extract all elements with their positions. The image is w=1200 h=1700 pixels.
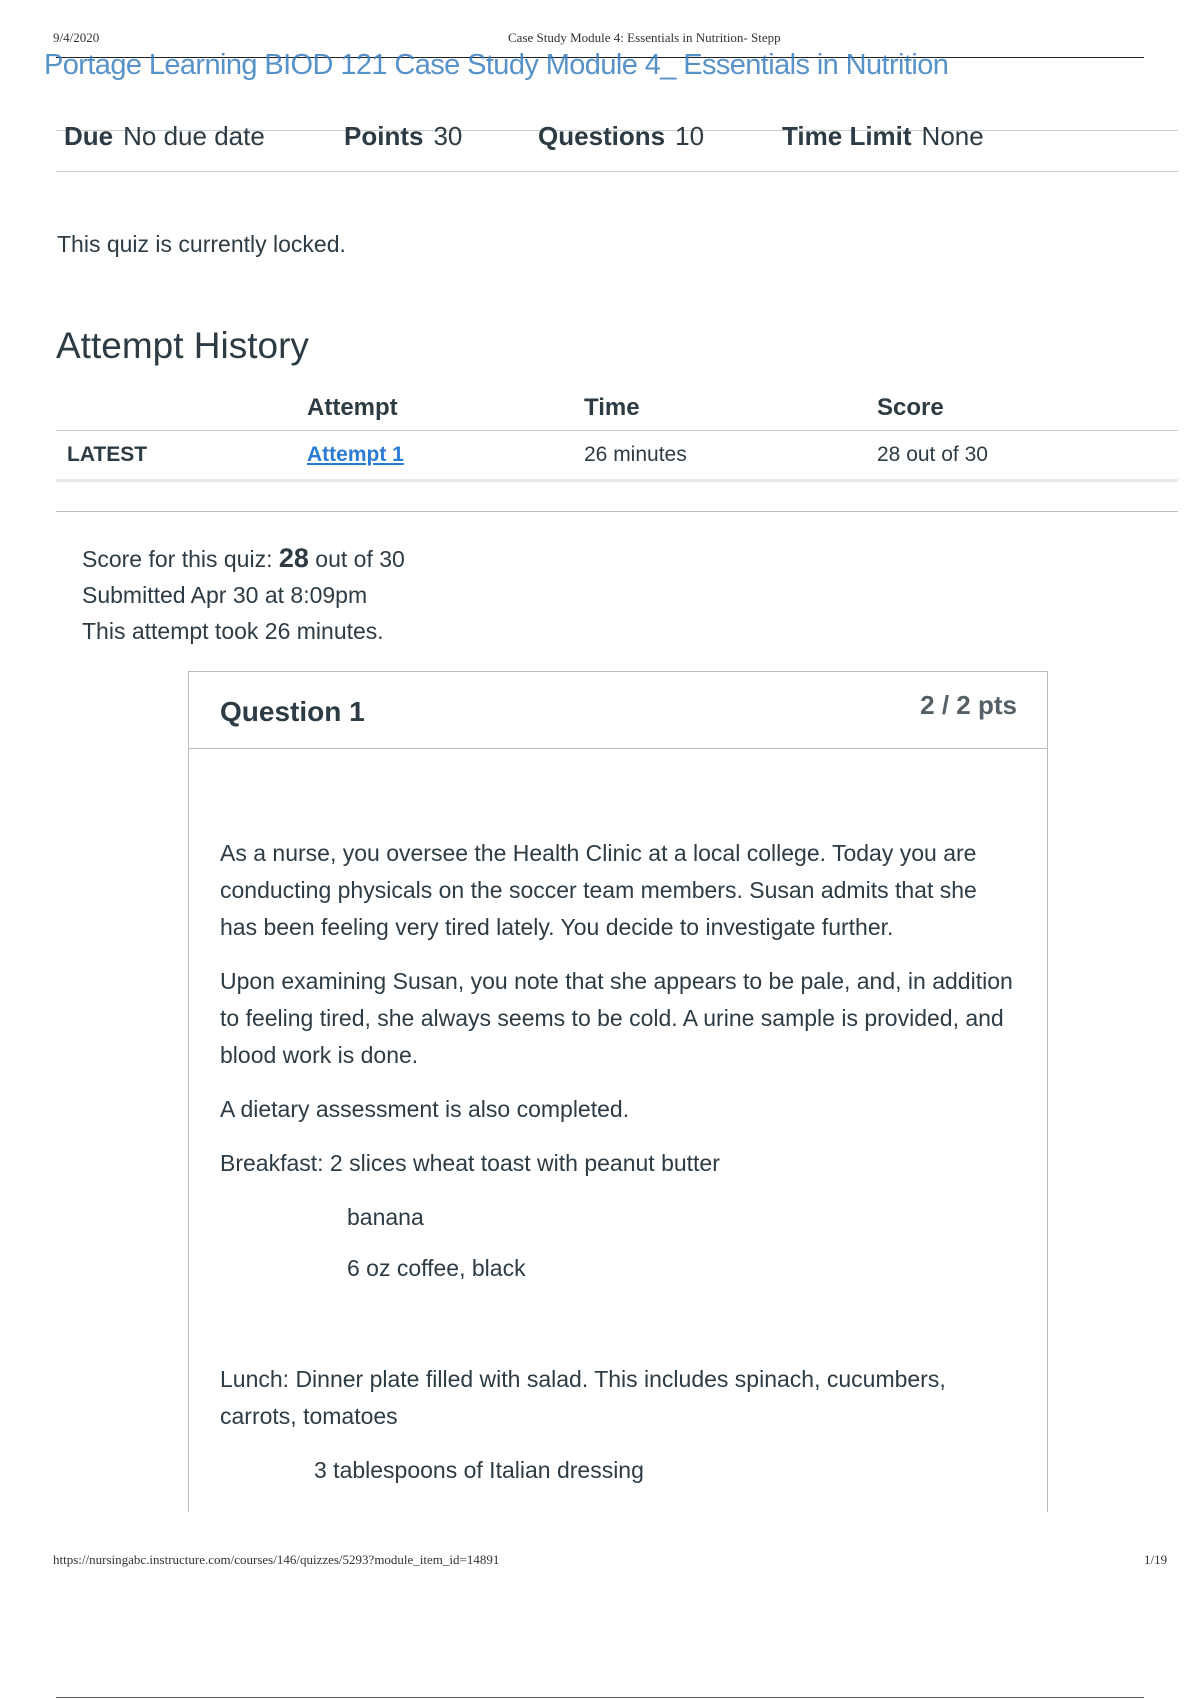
bottom-divider (56, 1697, 1144, 1698)
section-divider (56, 511, 1178, 512)
score-summary (82, 540, 405, 649)
question-points: 2 / 2 pts (920, 690, 1017, 720)
submitted-time: Submitted Apr 30 at 8:09pm (82, 582, 368, 608)
print-header (0, 30, 1200, 50)
attempt-time: 26 minutes (584, 443, 687, 466)
page-title[interactable]: Portage Learning BIOD 121 Case Study Module 4_ Essentials in Nutrition (44, 49, 949, 81)
question-body (220, 835, 1020, 1506)
meta-time-limit-label: Time Limit (782, 121, 912, 151)
score-value: 28 (278, 543, 309, 573)
print-page-number: 1/19 (1144, 1552, 1168, 1567)
meta-questions-value: 10 (675, 121, 705, 151)
attempt-1-link[interactable]: Attempt 1 (307, 443, 404, 466)
meta-time-limit (782, 121, 984, 152)
question-card (188, 671, 1048, 1512)
attempt-score: 28 out of 30 (877, 443, 988, 466)
question-paragraph: 3 tablespoons of Italian dressing (314, 1457, 644, 1483)
meta-points (344, 121, 462, 152)
quiz-locked-message: This quiz is currently locked. (57, 231, 346, 257)
column-header-attempt: Attempt (307, 394, 398, 421)
attempt-duration: This attempt took 26 minutes. (82, 618, 384, 644)
quiz-meta-bar (56, 121, 1178, 172)
score-prefix: Score for this quiz: (82, 546, 279, 572)
question-paragraph: As a nurse, you oversee the Health Clinic at a local college. Today you are conducting physicals on the soccer team members. Susan admits that she has been feeling very tired lately. You decide to investigate further. (220, 840, 977, 940)
meta-due (64, 121, 265, 152)
table-row (56, 431, 1178, 482)
question-title: Question 1 (220, 696, 365, 727)
meta-questions (538, 121, 704, 152)
print-url: https://nursingabc.instructure.com/courses/146/quizzes/5293?module_item_id=14891 (53, 1552, 500, 1567)
meta-questions-label: Questions (538, 121, 666, 151)
print-document-title: Case Study Module 4: Essentials in Nutrition- Stepp (508, 30, 781, 45)
column-header-time: Time (584, 394, 640, 421)
meta-due-value: No due date (123, 121, 265, 151)
column-header-score: Score (877, 394, 944, 421)
attempt-history-heading: Attempt History (56, 325, 309, 366)
meta-due-label: Due (64, 121, 114, 151)
question-header (189, 672, 1047, 749)
attempt-history-table (56, 386, 1178, 482)
question-paragraph: Upon examining Susan, you note that she appears to be pale, and, in addition to feeling tired, she always seems to be cold. A urine sample is provided, and blood work is done. (220, 968, 1013, 1068)
question-paragraph: 6 oz coffee, black (347, 1255, 526, 1281)
question-paragraph: A dietary assessment is also completed. (220, 1096, 630, 1122)
question-paragraph: Lunch: Dinner plate filled with salad. This includes spinach, cucumbers, carrots, tomatoes (220, 1366, 946, 1429)
attempt-history-header-row (56, 386, 1178, 431)
meta-points-value: 30 (433, 121, 463, 151)
meta-points-label: Points (344, 121, 424, 151)
question-paragraph: banana (347, 1204, 424, 1230)
latest-tag: LATEST (67, 443, 148, 466)
print-date: 9/4/2020 (53, 30, 100, 45)
score-line (82, 540, 405, 577)
meta-time-limit-value: None (921, 121, 984, 151)
question-paragraph: Breakfast: 2 slices wheat toast with peanut butter (220, 1150, 720, 1176)
score-suffix: out of 30 (308, 546, 405, 572)
